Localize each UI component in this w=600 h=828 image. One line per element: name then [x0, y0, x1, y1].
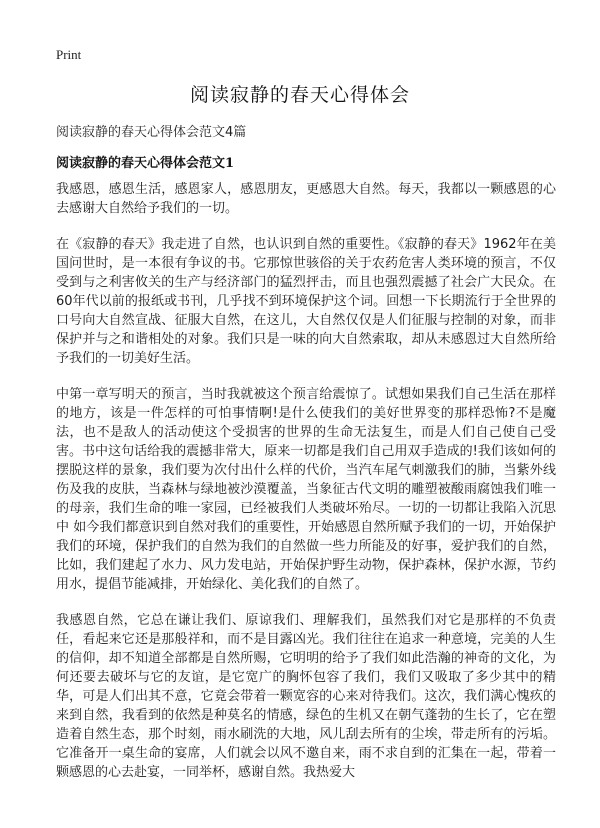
paragraph-1: 我感恩，感恩生活，感恩家人，感恩朋友，更感恩大自然。每天，我都以一颗感恩的心去感谢大自然给予我们的一切。 — [56, 182, 556, 216]
paragraph-3: 中第一章写明天的预言，当时我就被这个预言给震惊了。试想如果我们自己生活在那样的地方，该是一件怎样的可怕事情啊!是什么使我们的美好世界变的那样恐怖?不是魔法，也不是敌人的活动使这个受损害的世界的生命无法复生，而是人们自己使自己受害。书中这句话给我的震撼非常大，原来一切都是我们自己用双手造成的!我们该如何的摆脱这样的景象，我们要为次付出什么样的代价，当汽车尾气刺激我们的肺，当紫外线伤及我的皮肤，当森林与绿地被沙漠覆盖，当象征古代文明的雕塑被酸雨腐蚀我们唯一的母亲，我们生命的唯一家园，已经被我们人类破坏殆尽。一切的一切都让我陷入沉思中 如今我们都意识到自然对我们的重要性，开始感恩自然所赋予我们的一切，开始保护我们的环境，保护我们的自然为我们的自然做一些力所能及的好事，爱护我们的自然，比如，我们建起了水力、风力发电站，开始保护野生动物，保护森林，保护水源，节约用水，提倡节能减排，开始绿化、美化我们的自然了。 — [56, 387, 556, 592]
document-subtitle: 阅读寂静的春天心得体会范文4篇 — [56, 125, 247, 140]
document-title: 阅读寂静的春天心得体会 — [189, 84, 410, 106]
paragraph-2: 在《寂静的春天》我走进了自然，也认识到自然的重要性。《寂静的春天》1962年在美国问世时，是一本很有争议的书。它那惊世骇俗的关于农药危害人类环境的预言，不仅受到与之利害攸关的生产与经济部门的猛烈抨击，而且也强烈震撼了社会广大民众。在60年代以前的报纸或书刊，几乎找不到环境保护这个词。回想一下长期流行于全世界的口号向大自然宣战、征服大自然，在这儿，大自然仅仅是人们征服与控制的对象，而非保护并与之和谐相处的对象。我们只是一味的向大自然索取，却从未感恩过大自然所给予我们的一切美好生活。 — [56, 237, 556, 366]
article-body — [56, 180, 556, 799]
section-heading: 阅读寂静的春天心得体会范文1 — [56, 156, 235, 171]
print-label: Print — [56, 47, 82, 62]
paragraph-4: 我感恩自然，它总在谦让我们、原谅我们、理解我们，虽然我们对它是那样的不负责任，看起来它还是那般祥和，而不是目露凶光。我们往往在追求一种意境，完美的人生的信仰，却不知道全部都是自然所赐，它明明的给予了我们如此浩瀚的神奇的文化，为何还要去破坏与它的友谊，是它宽广的胸怀包容了我们，我们又吸取了多少其中的精华，可是人们出其不意，它竟会带着一颗宽容的心来对待我们。这次，我们满心愧疚的来到自然，我看到的依然是种莫名的情感，绿色的生机又在朝气蓬勃的生长了，它在塑造着自然生态，那个时刻，雨水刷洗的大地，风儿刮去所有的尘埃，带走所有的污垢。它准备开一桌生命的宴席，人们就会以风不邀自来，雨不求自到的汇集在一起，带着一颗感恩的心去赴宴，一同举杯，感谢自然。我热爱大 — [56, 613, 556, 780]
